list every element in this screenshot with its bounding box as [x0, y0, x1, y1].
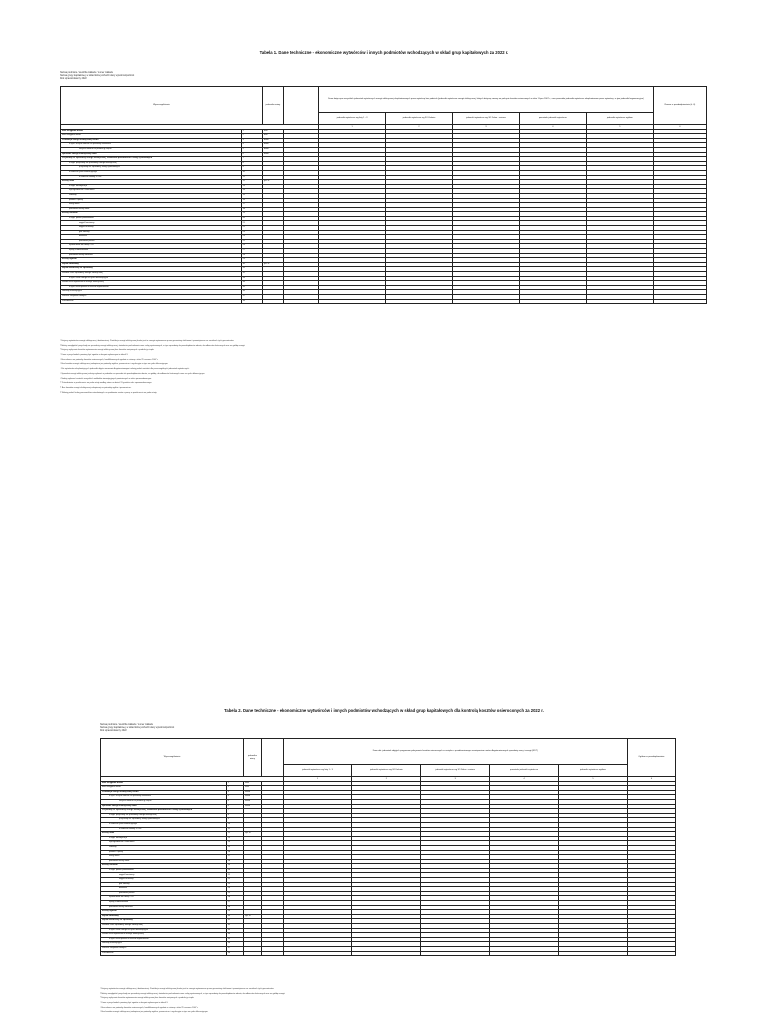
row-number: 2 — [241, 134, 262, 139]
row-label: Średni koszt wytworzenia energii elektrycznej — [101, 933, 227, 938]
value-cell[interactable] — [653, 299, 706, 304]
footnote: ⁶ Bez kosztów energii elektrycznej zakupionej na potrzeby ogólne, pomocnicze i regulacyjne w tym na rynku bilansującym. — [60, 363, 169, 366]
row-number: 10 — [226, 822, 243, 827]
meta-line: Nazwa podmiotu / siedziba zakładu / numer zakładu — [100, 724, 153, 726]
row-number: 22 — [241, 226, 262, 231]
row-label: pozostałe koszty stałe — [61, 207, 242, 212]
row-label: uprawnienia do emisji CO2 — [101, 896, 227, 901]
row-number: 23 — [226, 882, 243, 887]
row-number: 31 — [226, 919, 243, 924]
value-cell[interactable] — [283, 951, 352, 956]
row-number: 33 — [226, 928, 243, 933]
row-unit: MWh — [244, 804, 261, 809]
row-number: 5 — [241, 147, 262, 152]
row-label: Produkcja energii elektrycznej brutto — [61, 138, 242, 143]
row-label: Koszty stałe — [101, 832, 227, 837]
row-number: 14 — [241, 189, 262, 194]
sub-header: jednostki wytwórcze ogółem — [586, 113, 653, 125]
row-label: remonty — [61, 193, 242, 198]
row-number: 8 — [241, 161, 262, 166]
row-label: z tego: przychody ze sprzedaży energii elektrycznej — [61, 161, 242, 166]
row-number: 24 — [226, 887, 243, 892]
table2-footnotes — [100, 988, 676, 1016]
row-number: 34 — [226, 933, 243, 938]
row-label: remonty — [101, 845, 227, 850]
col-number: 5 — [558, 777, 627, 782]
row-label: w ramach rynku bilansującego — [101, 822, 227, 827]
row-number: 35 — [226, 937, 243, 942]
row-label: przychody ze sprzedaży usług systemowych — [101, 818, 227, 823]
row-label: gaz ziemny — [101, 882, 227, 887]
row-number: 33 — [241, 276, 262, 281]
row-label: w tym: zużycie własne na potrzeby elektrowni — [61, 143, 242, 148]
row-label: z tego: przychody ze sprzedaży energii elektrycznej — [101, 813, 227, 818]
col-name-header: Wyszczególnienie — [61, 87, 263, 125]
footnote: ⁷ Dla wytwórców eksploatujących jednostki objęte umowami długoterminowymi należy podać wartości dla poszczególnych jednostek wytwórczych. — [60, 368, 190, 371]
row-number: 16 — [226, 850, 243, 855]
row-number: 36 — [226, 942, 243, 947]
row-label: podatki i opłaty — [101, 850, 227, 855]
row-label: węgiel brunatny — [101, 878, 227, 883]
row-number: 30 — [226, 914, 243, 919]
footnote: ¹ Dotyczy wytwórców energii elektrycznej i budowniczej. Produkcja energii elektrycznej brutto jest to energia wytworzona przez generatory elektrowni i pomniejszona na zaciskach tych generatorów. — [60, 340, 234, 342]
col-name-header: Wyszczególnienie — [101, 739, 244, 777]
row-number: 36 — [241, 290, 262, 295]
col-number: 2 — [386, 125, 453, 130]
row-unit: MWh — [262, 143, 283, 148]
row-unit: MW — [244, 786, 261, 791]
row-blank — [284, 299, 319, 304]
row-number: 37 — [241, 294, 262, 299]
row-label: w tym: koszt paliwa w koszcie wytworzenia — [61, 285, 242, 290]
row-label: Koszty ogółem — [61, 258, 242, 263]
row-label: z tego: amortyzacja — [61, 184, 242, 189]
row-number: 20 — [226, 868, 243, 873]
row-unit: MWh — [244, 790, 261, 795]
row-label: w tym: cena energii na rynku bilansującym — [101, 928, 227, 933]
row-label: Sprzedaż energii elektrycznej netto — [61, 152, 242, 157]
col-number: 4 — [490, 777, 559, 782]
row-number: 14 — [226, 841, 243, 846]
row-number: 13 — [241, 184, 262, 189]
row-number: 18 — [241, 207, 262, 212]
row-label: Koszty zmienne — [101, 864, 227, 869]
row-number: 2 — [226, 786, 243, 791]
row-label: gaz ziemny — [61, 230, 242, 235]
footnote: ⁵ Bez zakresu na potrzeby kosztów osieroconych, kwalifikowanych zgodnie z ustawą z dnia 29 czerwca 2007 r. — [60, 358, 159, 361]
row-label: węgiel kamienny — [61, 221, 242, 226]
row-label: pozostałe paliwa — [101, 891, 227, 896]
row-label: Koszty stałe — [61, 180, 242, 185]
row-number: 28 — [226, 905, 243, 910]
row-number: 21 — [226, 873, 243, 878]
footnote: ³ Dotyczy wyłącznie kosztów wytwarzania energii elektrycznej bez kosztów związanych z produkcją ciepła. — [60, 349, 155, 352]
value-cell[interactable] — [386, 299, 453, 304]
row-number: 16 — [241, 198, 262, 203]
row-number: 10 — [241, 170, 262, 175]
row-label: Moc osiągalna netto — [61, 134, 242, 139]
row-label: usługi obce — [61, 203, 242, 208]
table2-meta — [100, 724, 174, 734]
row-number: 4 — [226, 795, 243, 800]
col-number: 6 — [627, 777, 675, 782]
sub-header: jednostki wytwórcze wg 3O Dolna - zmiana — [421, 765, 490, 777]
row-unit: tys. zł — [262, 262, 283, 267]
row-number: 32 — [241, 272, 262, 277]
table-row — [101, 951, 676, 956]
row-label: Średni koszt wytworzenia energii elektrycznej — [61, 281, 242, 286]
row-number: 11 — [241, 175, 262, 180]
row-label: Przychody ze sprzedaży energii elektrycznej, świadectw pochodzenia i usług systemowych — [61, 157, 242, 162]
row-number: 26 — [241, 244, 262, 249]
row-number: 27 — [241, 249, 262, 254]
footnote: ² Należy uwzględnić przychody ze sprzedaży energii elektrycznej, świadectw pochodzenia oraz usług systemowych, w tym sprzedaży do przedsiębiorstw obrotu, do odbiorców końcowych oraz na giełdę energii. — [100, 992, 286, 995]
row-label: w ramach umowy z OSP — [101, 827, 227, 832]
row-label: pozostałe koszty zmienne — [101, 905, 227, 910]
row-unit: MW — [262, 134, 283, 139]
row-number: 15 — [241, 193, 262, 198]
row-label: przychody ze sprzedaży usług systemowych — [61, 166, 242, 171]
row-number: 5 — [226, 799, 243, 804]
table1-meta — [60, 72, 134, 82]
row-label: z tego: paliwo podstawowe — [61, 216, 242, 221]
row-number: 29 — [226, 910, 243, 915]
row-number: 17 — [226, 855, 243, 860]
row-number: 38 — [241, 299, 262, 304]
row-number: 12 — [241, 180, 262, 185]
row-label: Koszty zmienne — [61, 212, 242, 217]
col-number: 5 — [586, 125, 653, 130]
sub-header: pozostałe jednostki wytwórcze — [519, 113, 586, 125]
col-unit-header: jednostka miary — [262, 87, 283, 125]
value-cell[interactable] — [319, 299, 386, 304]
footnote: ³ Dotyczy wyłącznie kosztów wytwarzania energii elektrycznej bez kosztów związanych z produkcją ciepła. — [100, 997, 195, 1000]
row-number: 34 — [241, 281, 262, 286]
value-cell[interactable] — [558, 951, 627, 956]
row-label: Moc osiągalna brutto — [101, 781, 227, 786]
row-label: w ramach umowy z OSP — [61, 175, 242, 180]
footnote: ⁶ Bez kosztów energii elektrycznej zakupionej na potrzeby ogólne, pomocnicze i regulacyjne w tym na rynku bilansującym. — [100, 1011, 209, 1014]
footnote: ⁴ Dane o przychodach powinny być zgodne z danymi wykazanymi w tabeli 3. — [60, 354, 129, 357]
value-cell[interactable] — [490, 951, 559, 956]
row-number: 19 — [226, 864, 243, 869]
row-unit: MW — [244, 781, 261, 786]
table1-footnotes — [60, 340, 708, 396]
row-number: 22 — [226, 878, 243, 883]
row-label: biomasa — [101, 887, 227, 892]
value-cell[interactable] — [352, 951, 421, 956]
row-label: pozostałe koszty stałe — [101, 859, 227, 864]
col-number: 4 — [519, 125, 586, 130]
table-row — [61, 299, 707, 304]
row-label: Średnia cena sprzedaży energii elektrycznej — [101, 924, 227, 929]
sub-header: jednostki wytwórcze wg 3O Kolonia — [352, 765, 421, 777]
row-number: 11 — [226, 827, 243, 832]
row-number: 25 — [241, 239, 262, 244]
footnote: ¹ Dotyczy wytwórców energii elektrycznej i budowniczej. Produkcja energii elektrycznej brutto jest to energia wytworzona przez generatory elektrowni i pomniejszona na zaciskach tych generatorów. — [100, 988, 274, 990]
row-unit: MWh — [262, 152, 283, 157]
value-cell[interactable] — [452, 299, 519, 304]
row-label: opłaty środowiskowe — [61, 249, 242, 254]
row-number: 18 — [226, 859, 243, 864]
row-number: 9 — [241, 166, 262, 171]
row-label: Sprzedaż energii elektrycznej netto — [101, 804, 227, 809]
row-number: 9 — [226, 818, 243, 823]
row-number: 15 — [226, 845, 243, 850]
row-label: Koszty ogółem — [101, 910, 227, 915]
col-number: 1 — [283, 777, 352, 782]
row-number: 4 — [241, 143, 262, 148]
row-blank — [261, 951, 283, 956]
row-number: 29 — [241, 258, 262, 263]
footnote: ¹² Należy podać liczbę pracowników zatrudnionych na podstawie umów o pracę w przeliczeniu na pełne etaty. — [60, 391, 157, 394]
footnote: ¹⁰ Zatrudnienie w przeliczeniu na pełne etaty według stanu na dzień 31 grudnia roku sprawozdawczego. — [60, 382, 152, 385]
col-number: 2 — [352, 777, 421, 782]
footnote: ⁹ Należy wykazać wartość wszystkich nakładów inwestycyjnych poniesionych w roku sprawozdawczym. — [60, 377, 152, 380]
row-number: 30 — [241, 262, 262, 267]
value-cell[interactable] — [627, 951, 675, 956]
meta-line: Nazwa grupy kapitałowej, w skład której wchodzi dany wytwórca/podmiot — [60, 75, 135, 78]
row-number: 37 — [226, 946, 243, 951]
row-number: 3 — [226, 790, 243, 795]
row-label: opłaty środowiskowe — [101, 901, 227, 906]
row-label: pozostałe koszty zmienne — [61, 253, 242, 258]
row-number: 12 — [226, 832, 243, 837]
row-number: 8 — [226, 813, 243, 818]
row-label: Wynik techniczny ze sprzedaży — [101, 919, 227, 924]
sub-header: jednostki wytwórcze wg 3O Dolna - zmiana — [452, 113, 519, 125]
table1-grid — [60, 86, 707, 304]
footnote: ⁵ Bez zakresu na potrzeby kosztów osieroconych, kwalifikowanych zgodnie z ustawą z dnia 29 czerwca 2007 r. — [100, 1006, 199, 1009]
row-number: 17 — [241, 203, 262, 208]
row-number: 1 — [241, 129, 262, 134]
col-last-header: Ogółem w przedsiębiorstwie — [627, 739, 675, 777]
col-blank-header — [284, 87, 319, 125]
row-label: Moc osiągalna netto — [101, 786, 227, 791]
row-label: zużycie własne na produkcję ciepła — [101, 799, 227, 804]
row-unit: MWh — [262, 147, 283, 152]
row-number: 1 — [226, 781, 243, 786]
row-label: w ramach rynku bilansującego — [61, 170, 242, 175]
table2-grid — [100, 738, 676, 956]
sub-header: pozostałe jednostki wytwórcze — [490, 765, 559, 777]
row-label: węgiel kamienny — [101, 873, 227, 878]
row-label: wynagrodzenia z narzutami — [61, 189, 242, 194]
col-number: 3 — [452, 125, 519, 130]
value-cell[interactable] — [421, 951, 490, 956]
row-label: Wynik finansowy — [61, 262, 242, 267]
row-label: z tego: amortyzacja — [101, 836, 227, 841]
row-number: 7 — [241, 157, 262, 162]
row-number: 20 — [241, 216, 262, 221]
row-number: 3 — [241, 138, 262, 143]
row-unit — [244, 951, 261, 956]
row-label: w tym: koszt paliwa w koszcie wytworzenia — [101, 937, 227, 942]
row-label: podatki i opłaty — [61, 198, 242, 203]
table1-title: Tabela 1. Dane techniczne - ekonomiczne wytwórców i innych podmiotów wchodzących w skład grup kapitałowych za 2022 r. — [259, 50, 509, 55]
sub-header: jednostki wytwórcze wg listy 1 - 3 — [319, 113, 386, 125]
footnote: ² Należy uwzględnić przychody ze sprzedaży energii elektrycznej, świadectw pochodzenia oraz usług systemowych, w tym sprzedaży do przedsiębiorstw obrotu, do odbiorców końcowych oraz na giełdę energii. — [60, 344, 246, 347]
row-number: 27 — [226, 901, 243, 906]
footnote: ⁸ Sprzedaż energii elektrycznej należy wykazać w podziale na sprzedaż do przedsiębiorstw obrotu, na giełdę, do odbiorców końcowych oraz na rynku bilansującym. — [60, 372, 206, 375]
row-number: 25 — [226, 891, 243, 896]
row-label: w tym: zużycie własne na potrzeby elektrowni — [101, 795, 227, 800]
row-label: w tym: cena energii na rynku bilansującym — [61, 276, 242, 281]
row-unit: MWh — [244, 799, 261, 804]
row-number: 35 — [241, 285, 262, 290]
row-number: 6 — [241, 152, 262, 157]
row-label: Wartość aktywów trwałych — [101, 946, 227, 951]
row-unit: MW — [262, 129, 283, 134]
row-label: pozostałe paliwa — [61, 239, 242, 244]
meta-line: Rok sprawozdawczy 2022 — [100, 730, 127, 733]
row-label: biomasa — [61, 235, 242, 240]
col-blank-header — [261, 739, 283, 777]
row-number: 7 — [226, 809, 243, 814]
row-unit: MWh — [262, 138, 283, 143]
row-label: Wynik techniczny ze sprzedaży — [61, 267, 242, 272]
col-last-header: Razem w przedsiębiorstwie (k. 6) — [653, 87, 706, 125]
row-label: wynagrodzenia z narzutami — [101, 841, 227, 846]
table1-body — [61, 129, 707, 304]
row-unit — [262, 299, 283, 304]
row-number: 24 — [241, 235, 262, 240]
table2-header — [101, 739, 676, 782]
col-unit-header: jednostka miary — [244, 739, 261, 777]
row-number: 38 — [226, 951, 243, 956]
row-label: Nakłady inwestycyjne — [101, 942, 227, 947]
sub-header: jednostki wytwórcze ogółem — [558, 765, 627, 777]
row-label: Nakłady inwestycyjne — [61, 290, 242, 295]
row-label: uprawnienia do emisji CO2 — [61, 244, 242, 249]
row-number: 13 — [226, 836, 243, 841]
row-number: 23 — [241, 230, 262, 235]
row-label: zużycie własne na produkcję ciepła — [61, 147, 242, 152]
table2-section — [0, 512, 768, 1024]
row-label: Średnia cena sprzedaży energii elektrycznej — [61, 272, 242, 277]
value-cell[interactable] — [586, 299, 653, 304]
row-label: Przychody ze sprzedaży energii elektrycznej, świadectw pochodzenia i usług systemowych — [101, 809, 227, 814]
meta-line: Nazwa grupy kapitałowej, w skład której wchodzi dany wytwórca/podmiot — [100, 727, 175, 730]
row-number: 6 — [226, 804, 243, 809]
row-label: z tego: paliwo podstawowe — [101, 868, 227, 873]
row-label: Moc osiągalna brutto — [61, 129, 242, 134]
footnote: ¹¹ Bez kosztów energii elektrycznej zakupionej na potrzeby ogólne i pomocnicze. — [60, 386, 132, 389]
row-label: Wynik finansowy — [101, 914, 227, 919]
row-label: Zatrudnienie — [101, 951, 227, 956]
row-label: usługi obce — [101, 855, 227, 860]
meta-line: Nazwa podmiotu / siedziba zakładu / numer zakładu — [60, 72, 113, 74]
row-unit: tys. zł — [244, 832, 261, 837]
value-cell[interactable] — [519, 299, 586, 304]
row-label: węgiel brunatny — [61, 226, 242, 231]
footnote: ⁴ Dane o przychodach powinny być zgodne z danymi wykazanymi w tabeli 3. — [100, 1002, 169, 1005]
col-group-header: Dane dot. jednostek objętych programem pokrywania kosztów osieroconych w związku z przedterminowym rozwiązaniem umów długoterminowych sprzedaży mocy i energii (KDT) — [283, 739, 627, 765]
row-label: Wartość aktywów trwałych — [61, 294, 242, 299]
row-number: 21 — [241, 221, 262, 226]
row-label: Produkcja energii elektrycznej brutto — [101, 790, 227, 795]
sub-header: jednostki wytwórcze wg listy 1 - 3 — [283, 765, 352, 777]
row-number: 19 — [241, 212, 262, 217]
row-number: 31 — [241, 267, 262, 272]
col-number: 1 — [319, 125, 386, 130]
row-unit: MWh — [244, 795, 261, 800]
row-unit: tys. zł — [262, 180, 283, 185]
table2-title: Tabela 2. Dane techniczne - ekonomiczne wytwórców i innych podmiotów wchodzących w skład grup kapitałowych dla kontrolą kosztów osieroconych za 2022 r. — [224, 708, 544, 713]
row-number: 28 — [241, 253, 262, 258]
col-number: 3 — [421, 777, 490, 782]
col-number: 6 — [653, 125, 706, 130]
row-unit: tys. zł — [244, 914, 261, 919]
row-number: 32 — [226, 924, 243, 929]
row-number: 26 — [226, 896, 243, 901]
table1-header — [61, 87, 707, 130]
meta-line: Rok sprawozdawczy 2022 — [60, 78, 87, 81]
sub-header: jednostki wytwórcze wg 3O Kolonia — [386, 113, 453, 125]
row-label: Zatrudnienie — [61, 299, 242, 304]
table2-body — [101, 781, 676, 956]
col-group-header: Dane dotyczące wszystkich jednostek wytwórczych energii elektrycznej eksploatowanych przez wytwórcę bez podziału (jednostki wytwórcze energii elektrycznej, których dotyczą umowy na pokrycie kosztów osieroconych w dniu 1 lipca 2007 r., oraz pozostałe jednostki wytwórcze eksploatowane przez wytwórcę, w tym jednostki kogeneracyjne) — [319, 87, 654, 113]
